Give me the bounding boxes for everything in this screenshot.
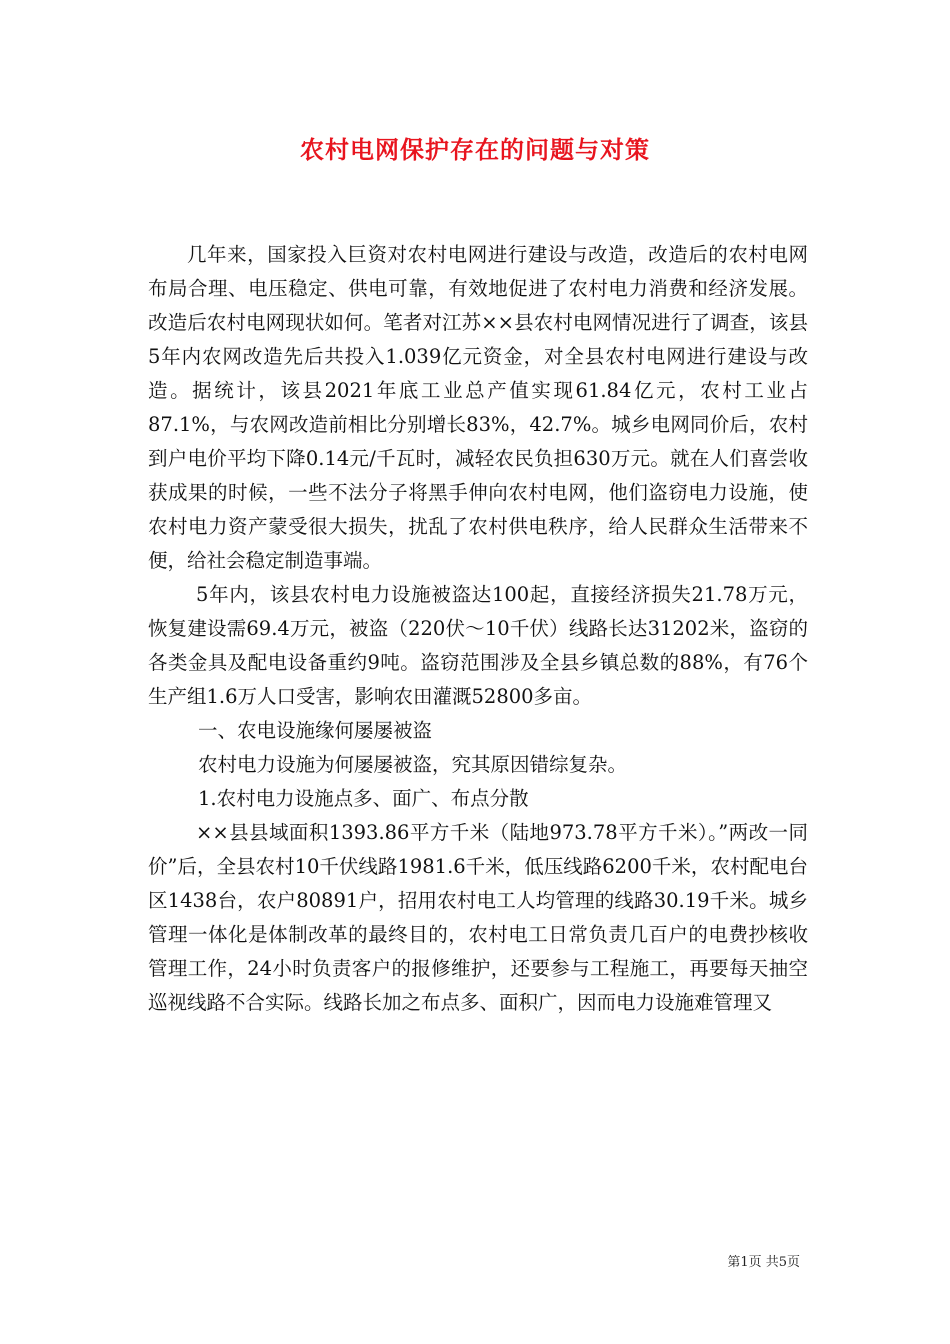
paragraph-reason-summary: 农村电力设施为何屡屡被盗，究其原因错综复杂。 bbox=[198, 753, 628, 776]
paragraph-county-details: ××县县域面积1393.86平方千米（陆地973.78平方千米）。”两改一同价”后，全县农村10千伏线路1981.6千米，低压线路6200千米，农村配电台区1438台，农户80891户，招用农村电工人均管理的线路30.19千米。城乡管理一体化是体制改革的最终目的，农村电工日常负责几百户的电费抄核收管理工作，24小时负责客户的报修维护，还要参与工程施工，再要每天抽空巡视线路不合实际。线路长加之布点多、面积广，因而电力设施难管理又 bbox=[148, 821, 808, 1014]
page-number: 第1页 共5页 bbox=[727, 1255, 800, 1270]
paragraph-intro: 几年来，国家投入巨资对农村电网进行建设与改造，改造后的农村电网布局合理、电压稳定、供电可靠，有效地促进了农村电力消费和经济发展。改造后农村电网现状如何。笔者对江苏××县农村电网情况进行了调查，该县5年内农网改造先后共投入1.039亿元资金，对全县农村电网进行建设与改造。据统计，该县2021年底工业总产值实现61.84亿元，农村工业占87.1%，与农网改造前相比分别增长83%，42.7%。城乡电网同价后，农村到户电价平均下降0.14元/千瓦时，减轻农民负担630万元。就在人们喜尝收获成果的时候，一些不法分子将黑手伸向农村电网，他们盗窃电力设施，使农村电力资产蒙受很大损失，扰乱了农村供电秩序，给人民群众生活带来不便，给社会稳定制造事端。 bbox=[148, 243, 808, 572]
subsection-heading: 1.农村电力设施点多、面广、布点分散 bbox=[198, 787, 529, 810]
paragraph-statistics: 5年内，该县农村电力设施被盗达100起，直接经济损失21.78万元，恢复建设需69.4万元，被盗（220伏～10千伏）线路长达31202米，盗窃的各类金具及配电设备重约9吨。盗窃范围涉及全县乡镇总数的88%，有76个生产组1.6万人口受害，影响农田灌溉52800多亩。 bbox=[148, 583, 808, 708]
section-heading: 一、农电设施缘何屡屡被盗 bbox=[198, 719, 433, 742]
document-body bbox=[148, 238, 808, 1020]
document-title: 农村电网保护存在的问题与对策 bbox=[300, 135, 650, 164]
